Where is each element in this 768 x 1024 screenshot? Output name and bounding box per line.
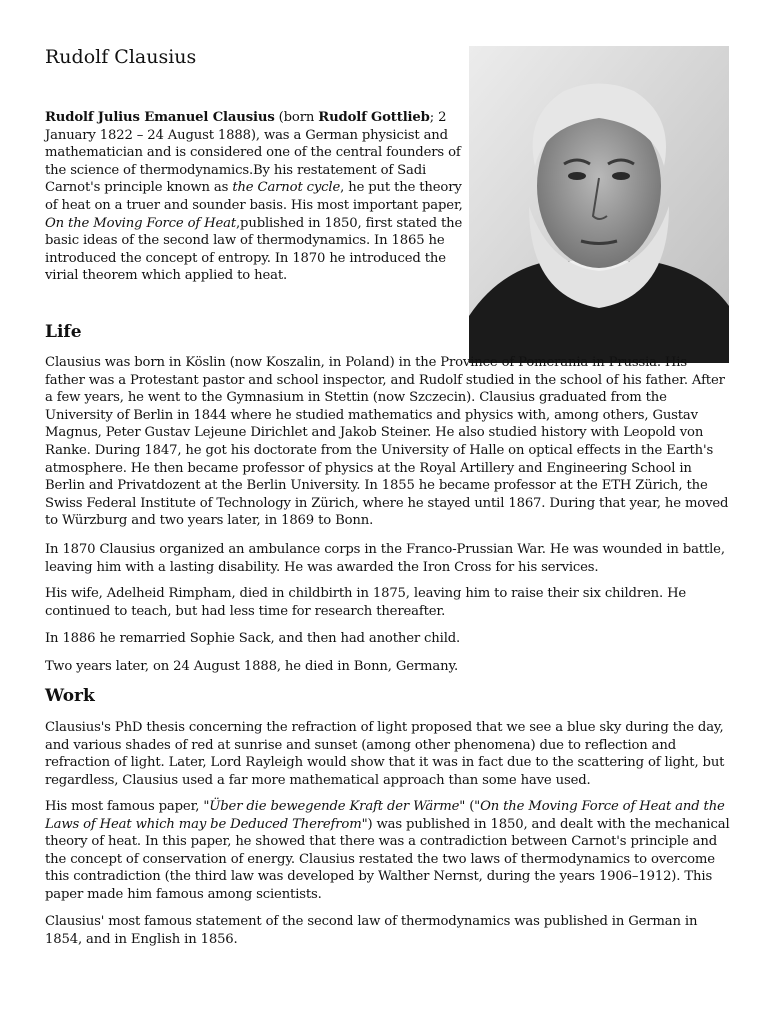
intro-paragraph: Rudolf Julius Emanuel Clausius (born Rudolf Gottlieb; 2 January 1822 – 24 August 1888), was a German physicist and mathematician and is considered one of the central founders of the science of thermodynamics.By his restatement of Sadi Carnot's principle known as the Carnot cycle, he put the theory of heat on a truer and sounder basis. His most important paper, On the Moving Force of Heat,published in 1850, first stated the basic ideas of the second law of thermodynamics. In 1865 he introduced the concept of entropy. In 1870 he introduced the virial theorem which applied to heat.: [45, 110, 463, 284]
life-paragraph-5: Two years later, on 24 August 1888, he died in Bonn, Germany.: [45, 659, 459, 674]
life-paragraph-4: In 1886 he remarried Sophie Sack, and then had another child.: [45, 631, 461, 646]
life-paragraph-1: Clausius was born in Köslin (now Koszalin, in Poland) in the Province of Pomerania in Prussia. His father was a Protestant pastor and school inspector, and Rudolf studied in the school of his father. After a few years, he went to the Gymnasium in Stettin (now Szczecin). Clausius graduated from the University of Berlin in 1844 where he studied mathematics and physics with, among others, Gustav Magnus, Peter Gustav Lejeune Dirichlet and Jakob Steiner. He also studied history with Leopold von Ranke. During 1847, he got his doctorate from the University of Halle on optical effects in the Earth's atmosphere. He then became professor of physics at the Royal Artillery and Engineering School in Berlin and Privatdozent at the Berlin University. In 1855 he became professor at the ETH Zürich, the Swiss Federal Institute of Technology in Zürich, where he stayed until 1867. During that year, he moved to Würzburg and two years later, in 1869 to Bonn.: [45, 355, 729, 529]
work-paragraph-1: Clausius's PhD thesis concerning the refraction of light proposed that we see a blue sky during the day, and various shades of red at sunrise and sunset (among other phenomena) due to reflection and refraction of light. Later, Lord Rayleigh would show that it was in fact due to the scattering of light, but regardless, Clausius used a far more mathematical approach than some have used.: [45, 720, 725, 788]
life-paragraph-3: His wife, Adelheid Rimpham, died in childbirth in 1875, leaving him to raise their six children. He continued to teach, but had less time for research thereafter.: [45, 586, 687, 619]
work-heading: Work: [45, 686, 95, 706]
life-paragraph-2: In 1870 Clausius organized an ambulance corps in the Franco-Prussian War. He was wounded in battle, leaving him with a lasting disability. He was awarded the Iron Cross for his services.: [45, 542, 725, 575]
portrait-photo: [469, 46, 729, 363]
subject-full-name: Rudolf Julius Emanuel Clausius: [45, 110, 275, 125]
work-paragraph-3: Clausius' most famous statement of the second law of thermodynamics was published in German in 1854, and in English in 1856.: [45, 914, 698, 947]
work-paragraph-2: His most famous paper, "Über die bewegende Kraft der Wärme" ("On the Moving Force of Heat and the Laws of Heat which may be Deduced Therefrom") was published in 1850, and dealt with the mechanical theory of heat. In this paper, he showed that there was a contradiction between Carnot's principle and the concept of conservation of energy. Clausius restated the two laws of thermodynamics to overcome this contradiction (the third law was developed by Walther Nernst, during the years 1906–1912). This paper made him famous among scientists.: [45, 799, 730, 902]
birth-name: Rudolf Gottlieb: [318, 110, 430, 125]
life-heading: Life: [45, 322, 82, 342]
page-title: Rudolf Clausius: [45, 46, 197, 68]
